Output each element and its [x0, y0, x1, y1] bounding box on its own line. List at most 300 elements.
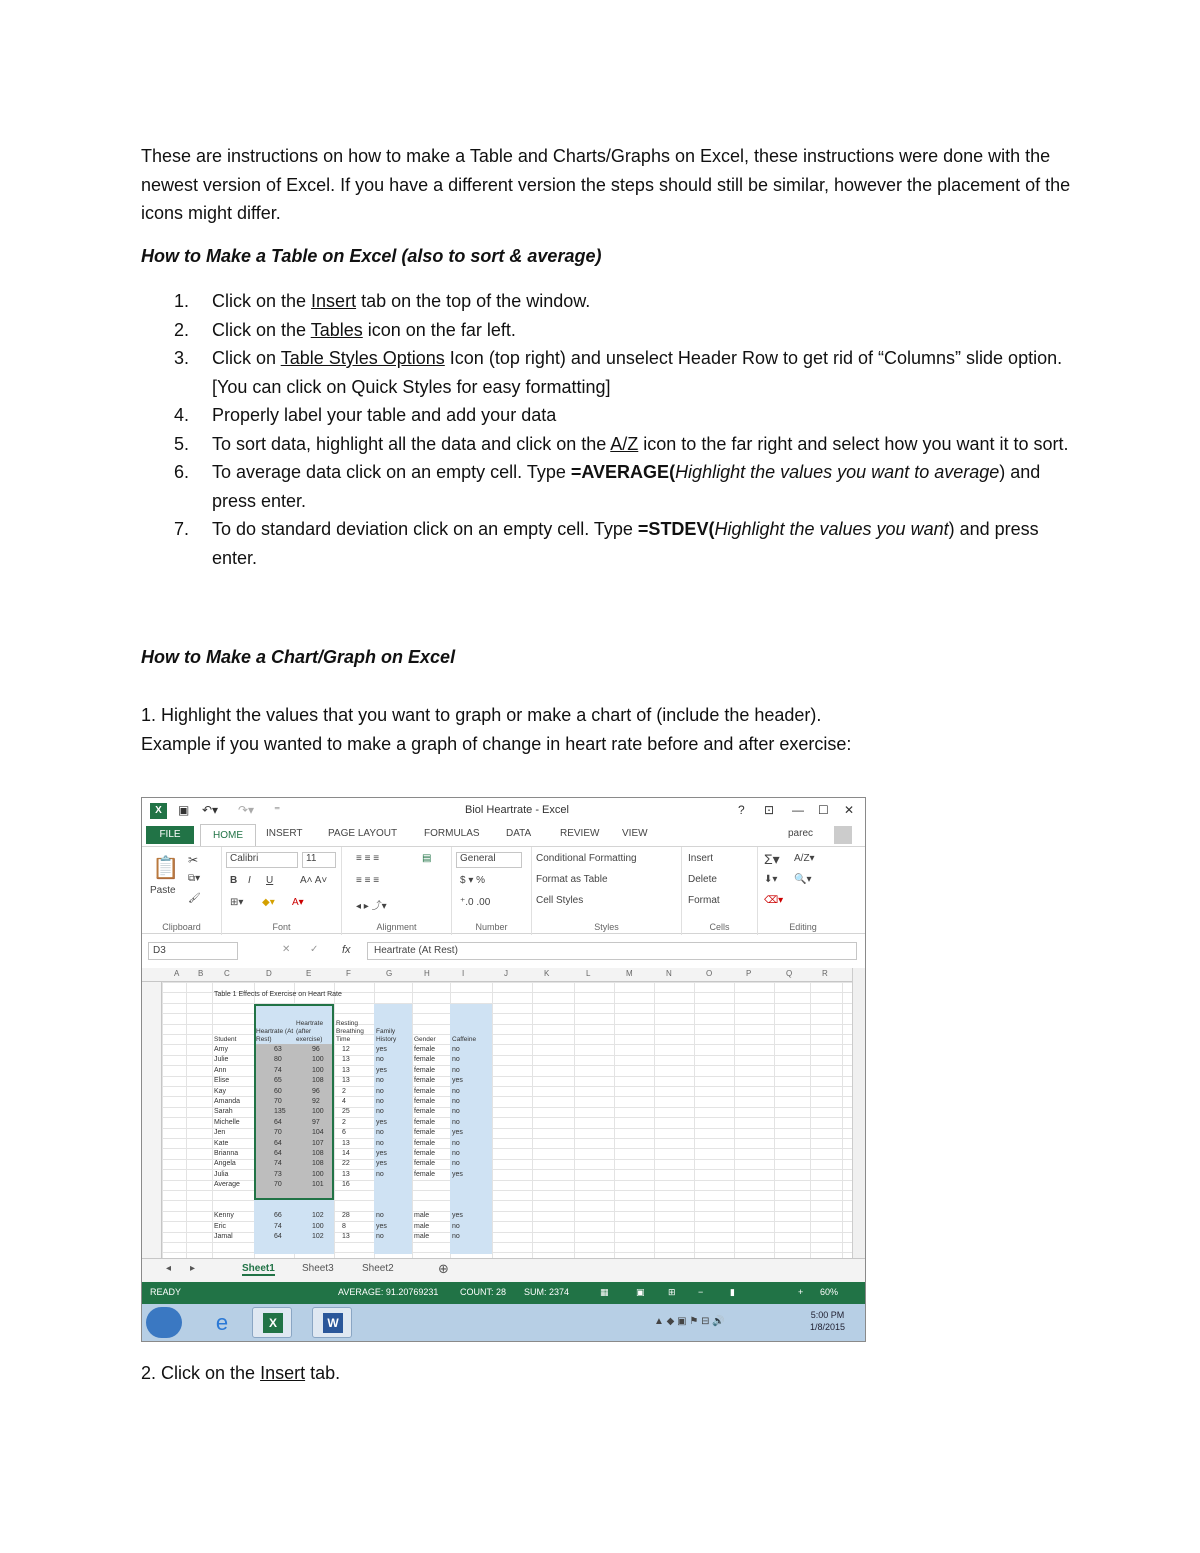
italic-icon[interactable]: I [248, 875, 251, 886]
redo-icon[interactable]: ↷▾ [238, 803, 255, 817]
cell[interactable]: 92 [312, 1098, 320, 1105]
column-header[interactable]: N [666, 969, 672, 978]
cell[interactable]: 101 [312, 1181, 324, 1189]
page-layout-icon[interactable]: ▣ [636, 1287, 645, 1297]
ie-icon[interactable]: e [215, 1310, 229, 1335]
row-headers [142, 982, 162, 1258]
column-header[interactable]: D [266, 969, 272, 978]
cell[interactable]: yes [452, 1129, 463, 1137]
chart-section [141, 643, 1071, 672]
cell[interactable]: no [452, 1150, 460, 1157]
step-pre: To do standard deviation click on an empty cell. Type [212, 519, 638, 539]
cell[interactable]: 28 [342, 1212, 350, 1220]
step-b: =AVERAGE( [570, 462, 676, 482]
tab-file[interactable]: FILE [146, 826, 194, 844]
step-u: A/Z [610, 433, 639, 454]
column-header[interactable]: M [626, 969, 633, 978]
cell[interactable]: yes [452, 1170, 463, 1178]
table-step [141, 458, 1071, 515]
prev-sheet-icon[interactable]: ◂ [166, 1263, 172, 1274]
cell[interactable]: 100 [312, 1108, 324, 1116]
cell[interactable]: 12 [342, 1046, 350, 1053]
cell[interactable]: female [414, 1066, 436, 1074]
cell[interactable]: 104 [312, 1129, 324, 1137]
column-header[interactable]: A [174, 969, 180, 978]
cell[interactable]: no [376, 1087, 384, 1095]
cell[interactable]: no [452, 1108, 460, 1116]
table-header-cell[interactable]: Caffeine [452, 1036, 477, 1043]
next-sheet-icon[interactable]: ▸ [190, 1263, 196, 1274]
excel-app-icon: X [150, 803, 167, 819]
align-top-icon[interactable]: ≡ ≡ ≡ [356, 853, 380, 864]
grow-font-icon[interactable]: A˄ A˅ [300, 875, 328, 886]
cell[interactable]: male [414, 1233, 430, 1241]
step-post: Icon (top right) and unselect Header Row to get rid of “Columns” slide option. [You can click on Quick Styles for easy formatting] [212, 348, 1063, 397]
workbook-title: Biol Heartrate - Excel [465, 804, 569, 816]
normal-view-icon[interactable]: ▦ [600, 1287, 609, 1297]
table-header-cell[interactable]: Gender [414, 1036, 436, 1043]
cell[interactable]: 70 [274, 1181, 282, 1189]
zoom-level[interactable]: 60% [820, 1287, 839, 1297]
column-header[interactable]: I [462, 969, 465, 978]
step-post: icon on the far left. [362, 319, 516, 340]
cell[interactable]: female [414, 1046, 436, 1053]
cell[interactable]: 100 [312, 1170, 324, 1178]
cell[interactable]: Average [214, 1181, 240, 1189]
cell[interactable]: 2 [342, 1118, 346, 1126]
cell[interactable]: 96 [312, 1087, 320, 1095]
underline-icon[interactable]: U [266, 875, 274, 886]
cell[interactable]: no [376, 1170, 384, 1178]
table-header-cell[interactable]: Family History [376, 1028, 397, 1043]
sheet-tab-3[interactable]: Sheet3 [302, 1263, 334, 1274]
step-pre: Click on the [212, 291, 312, 311]
step-i: Highlight the values you want [714, 519, 949, 539]
cell[interactable]: 66 [274, 1212, 282, 1220]
font-color-icon[interactable]: A▾ [292, 897, 304, 908]
cells-label: Cells [709, 922, 730, 932]
table-steps [141, 287, 1071, 572]
sheet-tab-1[interactable]: Sheet1 [242, 1263, 275, 1274]
group-cells [682, 847, 758, 935]
chart-heading: How to Make a Chart/Graph on Excel [141, 647, 456, 667]
delete-cells[interactable]: Delete [688, 874, 717, 885]
cell[interactable]: yes [376, 1222, 387, 1230]
save-icon[interactable]: ▣ [178, 803, 190, 817]
status-average: AVERAGE: 91.20769231 [338, 1287, 439, 1297]
cell[interactable]: no [376, 1212, 384, 1220]
cell[interactable]: Eric [214, 1222, 227, 1230]
step-post: tab on the top of the window. [356, 291, 591, 311]
tab-data[interactable]: DATA [506, 828, 532, 839]
cell[interactable]: female [414, 1087, 436, 1095]
cell[interactable]: 100 [312, 1222, 324, 1230]
chart-step1-block [141, 701, 1071, 758]
group-editing [758, 847, 848, 935]
column-header[interactable]: F [346, 969, 351, 978]
cell[interactable]: 97 [312, 1118, 320, 1126]
cell[interactable]: 64 [274, 1139, 282, 1147]
step-number: 5. [174, 433, 190, 454]
cell[interactable]: 13 [342, 1077, 350, 1085]
cell[interactable]: 2 [342, 1087, 346, 1095]
cell[interactable]: 6 [342, 1129, 346, 1137]
excel-titlebar [142, 798, 865, 824]
zoom-out-icon[interactable]: − [698, 1287, 704, 1297]
cell[interactable]: 108 [312, 1160, 324, 1168]
step-u: Tables [310, 319, 363, 340]
tab-home[interactable]: HOME [200, 824, 256, 846]
group-styles [532, 847, 682, 935]
cell[interactable]: 25 [342, 1108, 350, 1116]
cell[interactable]: 80 [274, 1056, 282, 1064]
undo-icon[interactable]: ↶▾ [202, 803, 219, 817]
user-name[interactable]: parec [788, 828, 814, 839]
clock-date: 1/8/2015 [809, 1322, 845, 1332]
formula-input[interactable]: Heartrate (At Rest) [367, 942, 857, 960]
format-painter-icon[interactable]: 🖌 [188, 893, 201, 904]
new-sheet-icon[interactable]: ⊕ [438, 1261, 449, 1276]
name-box[interactable]: D3 [148, 942, 238, 960]
ribbon-display-icon[interactable]: ⊡ [764, 803, 775, 817]
cell[interactable]: 96 [312, 1046, 320, 1053]
cell[interactable]: no [376, 1139, 384, 1147]
cell[interactable]: no [452, 1056, 460, 1064]
zoom-slider[interactable]: ▮ [730, 1287, 735, 1297]
copy-icon[interactable]: ⧉▾ [188, 873, 201, 884]
chart-step2-pre: 2. Click on the [141, 1363, 261, 1383]
chart-step2-post: tab. [305, 1363, 341, 1383]
border-icon[interactable]: ⊞▾ [230, 897, 244, 908]
tab-page-layout[interactable]: PAGE LAYOUT [328, 828, 398, 839]
table-section [141, 242, 1071, 271]
cell[interactable]: female [414, 1098, 436, 1105]
tab-view[interactable]: VIEW [622, 828, 648, 839]
word-logo-icon: W [323, 1313, 343, 1333]
clock-time: 5:00 PM [810, 1310, 845, 1320]
tab-formulas[interactable]: FORMULAS [424, 828, 480, 839]
step-post: ) and press enter. [212, 462, 1041, 511]
cell[interactable]: 74 [274, 1160, 282, 1168]
cell[interactable]: Kenny [214, 1212, 234, 1220]
cell[interactable]: Kate [214, 1139, 229, 1147]
cell[interactable]: 135 [274, 1108, 286, 1116]
cut-icon[interactable]: ✂ [188, 853, 199, 867]
excel-taskbar-icon[interactable] [252, 1307, 292, 1338]
cell[interactable]: Jen [214, 1129, 226, 1137]
cell[interactable]: no [376, 1077, 384, 1085]
column-header[interactable]: P [746, 969, 752, 978]
cell[interactable]: 102 [312, 1233, 324, 1241]
help-icon[interactable]: ? [738, 803, 745, 817]
cell[interactable]: 14 [342, 1150, 350, 1157]
column-header[interactable]: J [504, 969, 508, 978]
cell[interactable]: no [452, 1160, 460, 1168]
step-pre: To sort data, highlight all the data and click on the [212, 433, 611, 454]
step-pre: Click on the [212, 319, 311, 340]
cell[interactable]: no [452, 1233, 460, 1241]
step-number: 4. [174, 405, 190, 425]
cell[interactable]: Brianna [214, 1150, 239, 1157]
cell[interactable]: 13 [342, 1139, 350, 1147]
cell[interactable]: Julia [214, 1170, 229, 1178]
cell[interactable]: no [452, 1098, 460, 1105]
step-number: 3. [174, 348, 190, 368]
currency-icon[interactable]: $ ▾ % [460, 875, 486, 886]
user-avatar[interactable] [834, 826, 852, 844]
cell[interactable]: no [376, 1108, 384, 1116]
cell[interactable]: no [452, 1222, 460, 1230]
formula-bar [142, 938, 865, 964]
chart-step2-insert: Insert [260, 1363, 306, 1383]
paste-label[interactable]: Paste [150, 885, 176, 896]
step-i: Highlight the values you want to average [675, 462, 1000, 482]
cell[interactable]: Michelle [214, 1118, 240, 1126]
enter-icon[interactable]: ✓ [310, 944, 319, 955]
group-number [452, 847, 532, 935]
sheet-tab-2[interactable]: Sheet2 [362, 1263, 394, 1274]
cell[interactable]: female [414, 1129, 436, 1137]
spreadsheet-grid[interactable] [142, 968, 852, 1258]
system-clock[interactable] [810, 1309, 845, 1333]
group-font [222, 847, 342, 935]
step-number: 6. [174, 462, 190, 482]
cell[interactable]: 74 [274, 1066, 282, 1074]
intro-paragraph [141, 142, 1071, 228]
fill-icon[interactable]: ⬇▾ [764, 874, 778, 885]
cell[interactable]: no [452, 1139, 460, 1147]
cell[interactable]: Julie [214, 1056, 229, 1064]
cell[interactable]: no [376, 1098, 384, 1105]
word-taskbar-icon[interactable] [312, 1307, 352, 1338]
cell[interactable]: female [414, 1170, 436, 1178]
table-step [141, 515, 1071, 572]
group-clipboard [142, 847, 222, 935]
cell[interactable]: 108 [312, 1077, 324, 1085]
cell[interactable]: 64 [274, 1118, 282, 1126]
cell[interactable]: 13 [342, 1233, 350, 1241]
align-left-icon[interactable]: ≡ ≡ ≡ [356, 875, 380, 886]
table-step [141, 430, 1071, 459]
cell[interactable]: Angela [214, 1160, 236, 1168]
maximize-icon[interactable]: ☐ [818, 803, 829, 817]
number-format-select[interactable]: General [456, 852, 522, 868]
table-step [141, 344, 1071, 401]
customize-qa-icon[interactable]: ⁼ [274, 803, 281, 817]
cell[interactable]: 74 [274, 1222, 282, 1230]
step-u: Insert [311, 291, 357, 311]
cancel-icon[interactable]: ✕ [282, 944, 291, 955]
cell[interactable]: 16 [342, 1181, 350, 1189]
cell[interactable]: yes [376, 1150, 387, 1157]
cell[interactable]: yes [376, 1160, 387, 1168]
column-header[interactable]: B [198, 969, 204, 978]
cell[interactable]: 73 [274, 1170, 282, 1178]
cell[interactable]: 60 [274, 1087, 282, 1095]
step-post: icon to the far right and select how you want it to sort. [638, 433, 1069, 454]
cell[interactable]: 108 [312, 1150, 324, 1157]
wrap-text-icon[interactable]: ▤ [422, 853, 432, 864]
decimal-icon[interactable]: ⁺.0 .00 [460, 897, 491, 908]
excel-screenshot [141, 797, 866, 1342]
format-as-table[interactable]: Format as Table [536, 874, 608, 885]
column-header[interactable]: O [706, 969, 713, 978]
grid-line [162, 982, 852, 983]
table-step [141, 401, 1071, 430]
cell-area[interactable] [162, 982, 852, 1258]
autosum-icon[interactable]: Σ▾ [764, 851, 780, 867]
column-header[interactable]: R [822, 969, 828, 978]
cell[interactable]: 64 [274, 1150, 282, 1157]
cell[interactable]: 70 [274, 1129, 282, 1137]
cell[interactable]: female [414, 1118, 436, 1126]
column-header[interactable]: G [386, 969, 393, 978]
column-header[interactable]: E [306, 969, 312, 978]
sort-filter-icon[interactable]: A/Z▾ [794, 853, 815, 864]
cell[interactable]: Amanda [214, 1098, 241, 1105]
font-label: Font [272, 922, 291, 932]
function-icon[interactable]: fx [342, 944, 351, 956]
page-break-icon[interactable]: ⊞ [668, 1287, 676, 1297]
cell[interactable]: female [414, 1077, 436, 1085]
cell[interactable]: 13 [342, 1170, 350, 1178]
styles-label: Styles [594, 922, 619, 932]
step-text: Properly label your table and add your data [212, 405, 557, 425]
status-sum: SUM: 2374 [524, 1287, 570, 1297]
chart-example: Example if you wanted to make a graph of change in heart rate before and after exercise: [141, 733, 852, 754]
paste-icon[interactable]: 📋 [152, 855, 180, 880]
status-ready: READY [150, 1287, 182, 1297]
find-select-icon[interactable]: 🔍▾ [794, 874, 812, 885]
cell[interactable]: Amy [214, 1046, 228, 1053]
table-header-cell[interactable]: Heartrate (At Rest) [256, 1028, 294, 1043]
column-header[interactable]: L [586, 969, 591, 978]
step-pre: Click on [212, 348, 281, 368]
cell[interactable]: Elise [214, 1077, 230, 1085]
cell[interactable]: 100 [312, 1056, 324, 1064]
chart-step1: 1. Highlight the values that you want to graph or make a chart of (include the header). [141, 705, 822, 725]
cell[interactable]: 8 [342, 1222, 346, 1230]
cell[interactable]: 64 [274, 1233, 282, 1241]
bold-icon[interactable]: B [230, 875, 238, 886]
conditional-formatting[interactable]: Conditional Formatting [536, 853, 637, 864]
cell[interactable]: female [414, 1108, 436, 1116]
tab-insert[interactable]: INSERT [266, 828, 303, 839]
cell[interactable]: yes [376, 1046, 387, 1053]
cell[interactable]: 100 [312, 1066, 324, 1074]
cell[interactable]: Table 1 Effects of Exercise on Heart Rate [214, 991, 342, 998]
cell[interactable]: 107 [312, 1139, 324, 1147]
cell[interactable]: 22 [342, 1160, 350, 1168]
group-alignment [342, 847, 452, 935]
zoom-in-icon[interactable]: + [798, 1287, 804, 1297]
cell[interactable]: 70 [274, 1098, 282, 1105]
tray-icons[interactable]: ▲ ◆ ▣ ⚑ ⊟ 🔊 [654, 1316, 725, 1327]
cell[interactable]: 63 [274, 1046, 282, 1053]
format-cells[interactable]: Format [688, 895, 720, 906]
vertical-scrollbar[interactable] [852, 968, 865, 1258]
cell[interactable]: no [452, 1066, 460, 1074]
cell[interactable]: 13 [342, 1066, 350, 1074]
step-pre: To average data click on an empty cell. Type [212, 462, 571, 482]
cell[interactable]: no [376, 1056, 384, 1064]
column-header[interactable]: K [544, 969, 550, 978]
table-header-cell[interactable]: Heartrate (after exercise) [296, 1020, 324, 1043]
cell-styles[interactable]: Cell Styles [536, 895, 584, 906]
table-step [141, 287, 1071, 316]
fill-color-icon[interactable]: ◆▾ [262, 897, 275, 908]
status-bar [142, 1282, 865, 1304]
cell[interactable]: 4 [342, 1098, 346, 1105]
table-header-cell[interactable]: Student [214, 1036, 237, 1043]
step-post: ) and press enter. [212, 519, 1039, 568]
clear-icon[interactable]: ⌫▾ [764, 895, 784, 906]
cell[interactable]: female [414, 1139, 436, 1147]
cell[interactable]: 65 [274, 1077, 282, 1085]
cell[interactable]: Kay [214, 1087, 227, 1095]
cell[interactable]: 13 [342, 1056, 350, 1064]
minimize-icon[interactable]: — [792, 803, 804, 817]
cell[interactable]: 102 [312, 1212, 324, 1220]
cell[interactable]: male [414, 1222, 430, 1230]
windows-taskbar [142, 1304, 865, 1341]
start-icon[interactable] [146, 1307, 182, 1338]
step-b: =STDEV( [637, 519, 715, 539]
step-number: 2. [174, 319, 190, 340]
cell[interactable]: Sarah [214, 1108, 233, 1116]
font-name-select[interactable]: Calibri [226, 852, 298, 868]
cell[interactable]: female [414, 1056, 436, 1064]
column-header[interactable]: H [424, 969, 430, 978]
cell[interactable]: female [414, 1150, 436, 1157]
column-header[interactable]: Q [786, 969, 793, 978]
close-icon[interactable]: ✕ [844, 803, 855, 817]
cell[interactable]: female [414, 1160, 436, 1168]
intro-text: These are instructions on how to make a Table and Charts/Graphs on Excel, these instructions were done with the newest version of Excel. If you have a different version the steps should still be similar, however the placement of the icons might differ. [141, 146, 1071, 223]
cell[interactable]: Jamal [214, 1233, 233, 1241]
editing-label: Editing [789, 922, 817, 932]
step-number: 7. [174, 519, 190, 539]
cell[interactable]: yes [452, 1212, 463, 1220]
excel-logo-icon: X [263, 1313, 283, 1333]
cell[interactable]: yes [376, 1118, 387, 1126]
cell[interactable]: no [452, 1087, 460, 1095]
status-count: COUNT: 28 [460, 1287, 507, 1297]
cell[interactable]: no [376, 1233, 384, 1241]
cell[interactable]: Ann [214, 1066, 227, 1074]
ribbon-home [142, 846, 865, 934]
cell[interactable]: yes [376, 1066, 387, 1074]
cell[interactable]: yes [452, 1077, 463, 1085]
font-size-select[interactable]: 11 [302, 852, 336, 868]
chart-step2 [141, 1359, 1071, 1388]
cell[interactable]: male [414, 1212, 430, 1220]
cell[interactable]: no [452, 1118, 460, 1126]
table-step [141, 316, 1071, 345]
step-number: 1. [174, 291, 190, 311]
cell[interactable]: no [452, 1046, 460, 1053]
indent-icon[interactable]: ◂ ▸ ⤴▾ [356, 901, 387, 912]
sheet-tabs [142, 1258, 865, 1282]
table-header-cell[interactable]: Resting Breathing Time [336, 1020, 364, 1043]
tab-review[interactable]: REVIEW [560, 828, 600, 839]
column-header[interactable]: C [224, 969, 230, 978]
chart-step2-block [141, 1359, 1071, 1388]
insert-cells[interactable]: Insert [688, 853, 714, 864]
table-steps-list [141, 287, 1071, 572]
cell[interactable]: no [376, 1129, 384, 1137]
number-label: Number [475, 922, 508, 932]
